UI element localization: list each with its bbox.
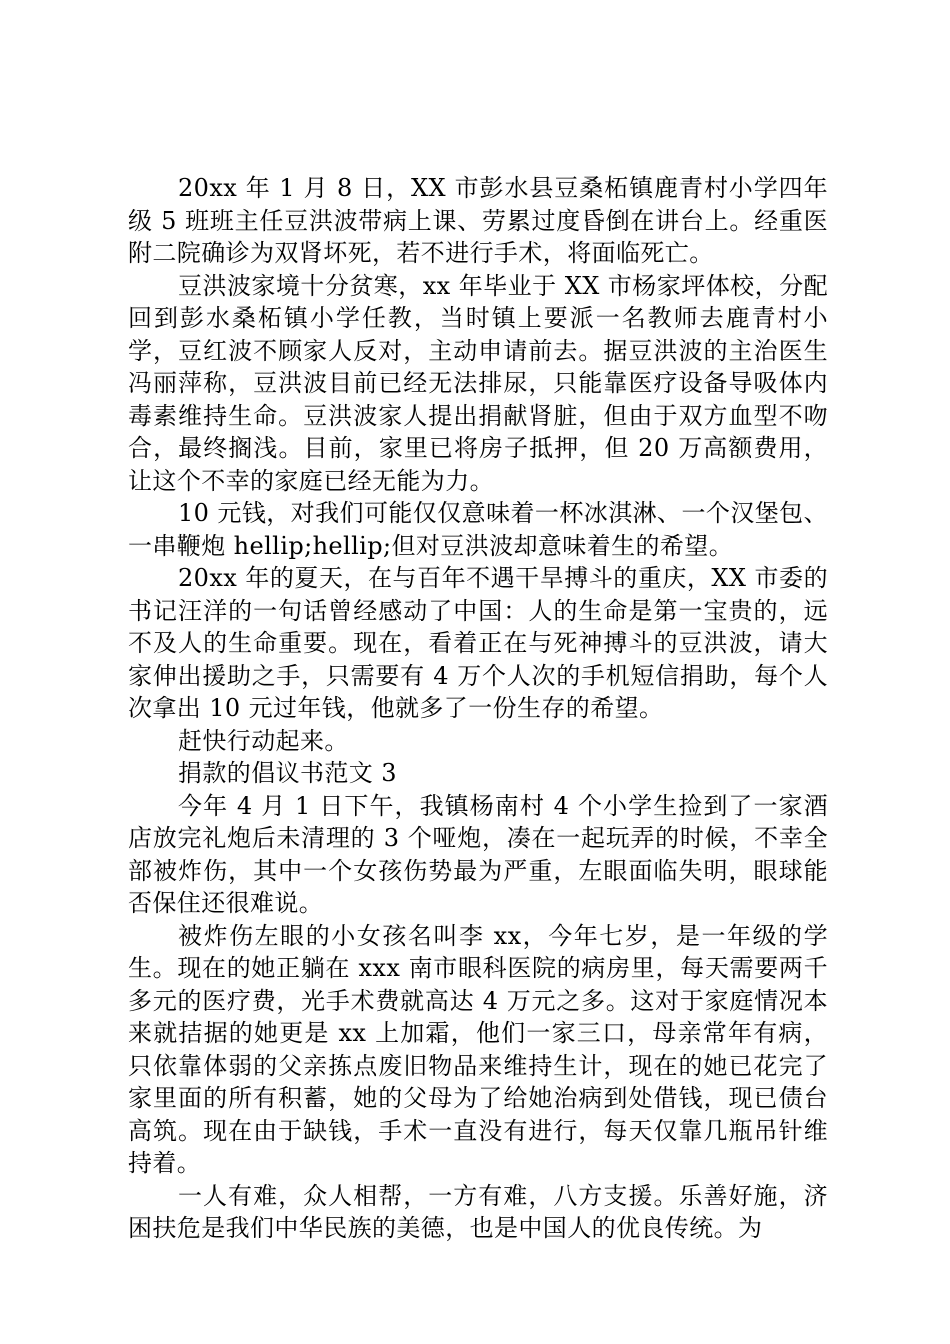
paragraph-teacher-illness: 20xx 年 1 月 8 日，XX 市彭水县豆桑柘镇鹿青村小学四年级 5 班班主任豆洪波带病上课、劳累过度昏倒在讲台上。经重医附二院确诊为双肾坏死，若不进行手术，将面临死亡。 — [128, 174, 828, 267]
section-heading: 捐款的倡议书范文 3 — [178, 759, 397, 787]
paragraph-family-background: 豆洪波家境十分贫寒，xx 年毕业于 XX 市杨家坪体校，分配回到彭水桑柘镇小学任教，当时镇上要派一名教师去鹿青村小学，豆红波不顾家人反对，主动申请前去。据豆洪波的主治医生冯丽萍称，豆洪波目前已经无法排尿，只能靠医疗设备导吸体内毒素维持生命。豆洪波家人提出捐献肾脏，但由于双方血型不吻合，最终搁浅。目前，家里已将房子抵押，但 20 万高额费用，让这个不幸的家庭已经无能为力。 — [128, 271, 828, 495]
paragraph-appeal: 20xx 年的夏天，在与百年不遇干旱搏斗的重庆，XX 市委的书记汪洋的一句话曾经感动了中国：人的生命是第一宝贵的，远不及人的生命重要。现在，看着正在与死神搏斗的豆洪波，请大家伸出援助之手，只需要有 4 万个人次的手机短信捐助，每个人次拿出 10 元过年钱，他就多了一份生存的希望。 — [128, 564, 828, 722]
document-body — [128, 172, 828, 1245]
paragraph-mutual-aid: 一人有难，众人相帮，一方有难，八方支援。乐善好施，济困扶危是我们中华民族的美德，也是中国人的优良传统。为 — [128, 1181, 828, 1242]
paragraph-girl-situation: 被炸伤左眼的小女孩名叫李 xx，今年七岁，是一年级的学生。现在的她正躺在 xxx 南市眼科医院的病房里，每天需要两千多元的医疗费，光手术费就高达 4 万元之多。这对于家庭情况本来就拮据的她更是 xx 上加霜，他们一家三口，母亲常年有病，只依靠体弱的父亲拣点废旧物品来维持生计，现在的她已花完了家里面的所有积蓄，她的父母为了给她治病到处借钱，现已债台高筑。现在由于缺钱，手术一直没有进行，每天仅靠几瓶吊针维持着。 — [128, 921, 828, 1177]
paragraph-firecracker-incident: 今年 4 月 1 日下午，我镇杨南村 4 个小学生捡到了一家酒店放完礼炮后未清理的 3 个哑炮，凑在一起玩弄的时候，不幸全部被炸伤，其中一个女孩伤势最为严重，左眼面临失明，眼球能否保住还很难说。 — [128, 791, 828, 917]
paragraph-ten-yuan: 10 元钱，对我们可能仅仅意味着一杯冰淇淋、一个汉堡包、一串鞭炮 hellip;hellip;但对豆洪波却意味着生的希望。 — [128, 499, 828, 560]
paragraph-call-to-action: 赶快行动起来。 — [178, 726, 349, 755]
